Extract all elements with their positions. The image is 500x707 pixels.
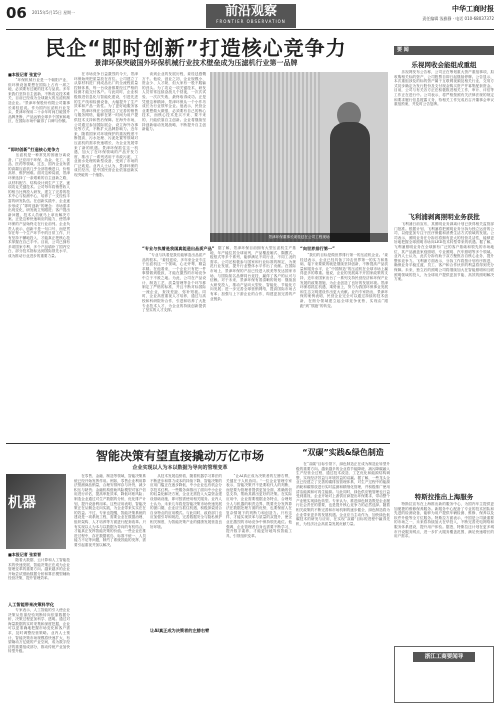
paper-name: 中华工商时报 (452, 5, 494, 13)
sidebar-title-1: 乐视网收会能组成重组 (411, 61, 477, 69)
lead-subhead-3: “向世界排行第一” (300, 246, 335, 251)
robot-word: 机器 (8, 495, 36, 511)
sidebar-box-title: 浙江工商要闻导 (413, 652, 475, 662)
sidebar-ad-box (394, 646, 494, 703)
second-subhead-2: 让AI真正成为决策者的左膀右臂 (150, 628, 210, 633)
second-headline: 智能决策有望直接撬动万亿市场 (95, 449, 264, 463)
sidebar-title-3: 特斯拉推出上海服务 (414, 493, 474, 501)
person-figure (330, 122, 370, 242)
sidebar-body-3: 特斯拉宣布在上海推出新的服务中心，为国内车主提供更加便捷的维修保养服务。新服务中心配备了专业的技术团队和先进的检测设备，能够为用户提供车辆检测、维修、保养以及软件升级等全方位服务。特斯拉方面表示，中国是公司最重要的市场之一，未来将持续加大在华投入，不断完善充电网络和服务体系建设，提升用户体验。据悉，特斯拉还计划在更多城市开设服务网点，进一步扩大服务覆盖范围，满足快速增长的用户需求。 (394, 502, 494, 539)
sidebar-body-1: 乐视网发布公告称，公司正在筹划重大资产重组事项，拟收购相关标的资产，公司股票自即日起继续停牌。公告显示，本次重组涉及的标的资产属于互联网视频及相关行业，交易方式初步确定为发行股份及支付现金购买资产并募集配套资金。目前，公司与有关各方正在积极推进相关工作，审计、评估等工作正在进行中。公司表示，将严格按照有关法律法规的规定和要求履行信息披露义务，待相关工作完成后召开董事会审议重组预案，并及时公告复牌。 (394, 70, 494, 107)
second-body-col2: 在零售、金融、制造等领域，智能决策系统已经开始发挥作用。例如，零售企业利用算法预测商品销量，合理安排库存与补货，减少积压与缺货；金融机构借助风险模型对客户信用进行评估，提高审批效率，降低坏账风险；制造企业通过对生产数据的分析，优化排产计划，提升设备利用率。这些应用表明，智能决策正在从概念走向实践，为企业带来实实在在的效益。不过，专家也提醒，智能决策系统的建设是一项系统工程，需要企业在数据治理、组织架构、人才培养等方面进行配套改革。只有实现以人为本与以数据为导向的有机结合，才能真正发挥智能决策的价值。一些企业在推进过程中，存在数据孤岛、标准不统一、人员能力不足等问题，制约了系统效能的发挥，需要引起重视并加以解决。 (74, 474, 146, 547)
robot-illustration (6, 474, 66, 549)
paper-info (422, 4, 494, 22)
second-body-col4: “让AI真正成为决策者的左膀右臂，关键在于人机协同。”一位企业管理专家表示，智能决策并不是要取代人的判断，而是要为管理者提供更加全面、准确的信息支持，帮助其做出更好的决策。在实际应用中，企业需要根据业务特点，合理划分人与机器的职责边界，既要充分发挥算法在数据处理方面的优势，也要保留人在复杂情境下的判断力和创造力。只有这样，才能实现效率与质量的双提升，使企业在激烈的市场竞争中保持领先地位。他强调，企业管理者自身也需要不断学习，提升数字素养，才能更好地驾驭智能工具，引领组织变革。 (226, 474, 292, 538)
lead-body-col1b: 压滤机是一种常见的固液分离设备，广泛应用于环保、冶金、化工、食品、医药等领域。过去，国内企业所需的高端压滤机几乎全部依赖进口，价格高昂、维护困难。面对这种局面，景津环保选择了一条艰难的自主创新之路，从材料配方、结构设计到生产工艺，逐项攻克关键技术。公司每年将销售收入的相当比例投入研发，建立了完善的技术中心与检测中心，培养了一支经验丰富的研发队伍。在创新实践中，企业逐步形成了“即时创新”的理念：市场需求出现变化，研发就立刻跟进；客户提出新问题，技术人员就马上拿出解决方案。正是这种快速响应的能力，使景津环保的产品始终走在行业前列。企业负责人表示，创新不是一句口号，而是贯穿在每一个生产环节中的日常工作，只有坚持不懈地投入，才能真正把核心技术掌握在自己手中。目前，公司已拥有多项国家专利，多个产品填补了国内空白，部分技术指标达到国际领先水平，成为推动行业进步的重要力量。 (8, 153, 70, 259)
third-body: 在“双碳”目标引领下，绿色制造正在成为制造业转型升级的重要方向。越来越多的企业将节能降耗、减污降碳融入生产经营全过程，通过技术改造、工艺优化和能源结构调整，实现经济效益与环境效益的双赢。据了解，一些龙头企业已经建立了完善的碳排放管理体系，对生产过程中的能源消耗和碳排放进行实时监测和精细化管理，并积极推广使用清洁能源和可再生能源。与此同时，绿色供应链管理也日益受到重视，企业开始对上游供应商提出环保要求，带动整个产业链实现绿色转型。专家认为，推进绿色制造既是企业履行社会责任的需要，也是提升核心竞争力的必然选择。随着相关政策的不断完善和市场机制的逐步健全，绿色制造将为企业带来更多的发展机遇。企业应当主动作为，加快绿色低碳技术的研发与应用，在实现“双碳”目标的进程中赢得先机，为经济社会高质量发展贡献力量。 (296, 462, 390, 526)
lead-body-col2: 在市场竞争日益激烈的今天，景津环保始终把质量放在首位。公司建立了从原材料进厂到成品出厂的全流程质量控制体系，每一台设备都要经过严格的检测才能交付客户。与此同时，企业积极推进信息化与智能化建设，引进先进的生产线和检测设备，大幅提升了生产效率和产品一致性。为了更好地服务客户，景津环保在全国建立了完善的销售与服务网络，能够在第一时间为用户提供技术支持和售后保障。在海外市场，公司通过参加国际展会、设立海外办事处等方式，不断扩大品牌影响力。近年来，随着国家对环境保护的重视程度不断提高，污水处理、污泥处置等领域对压滤机的需求快速增长，为企业发展带来了新的机遇。景津环保抓住这一机遇，加大了在环保领域的产品开发力度，推出了一系列适用于市政污泥、工业废水处理的新型设备，受到了市场的广泛欢迎。业内人士认为，景津环保的成长经历，是中国民营企业依靠创新实现突破的一个缩影。 (74, 72, 138, 178)
section-title: 前沿观察 (224, 4, 277, 19)
second-body-col1b: 专家表示，人工智能的引入使企业决策从依靠经验判断转向依靠数据分析，决策过程更加科学、透明。通过对海量数据的实时采集和深度挖掘，企业可以更准确地把握市场变化和客户需求，及时调整经营策略。业内人士预计，智能决策市场规模将快速扩大，有望撬动万亿级的产业空间，成为数字经济的重要组成部分，推动传统产业加快转型升级。 (8, 608, 70, 654)
lead-body-col3b: “专业与执着是我们能够造出品质产品的根本。”姜桂廷说，多年来企业专注于压滤机这一个领域，心无旁骛，精益求精。在他看来，一个企业只有把一件事情做到极致，才能在激烈的市场竞争中立于不败之地。为此，公司在产品设计、制造工艺、质量管理等各个环节都制定了严格的标准，并且不断对标国际一流企业，查找差距、弥补短板。同时，企业高度重视人才培养，通过与高校和科研院所合作，引进和培养了大批专业技术人才，为企业的持续创新提供了坚实的人才支撑。 (142, 253, 206, 313)
sidebar-column (394, 46, 494, 703)
second-subhead-1: 人工智能带来决策科学化 (8, 602, 55, 607)
masthead (6, 4, 494, 28)
section-banner (206, 4, 296, 28)
page-number: 06 (6, 4, 27, 22)
sidebar-tag: 要 闻 (394, 46, 494, 55)
lead-body-col5: “我们的目标是做世界排行第一的压滤机企业。”姜桂廷表示，企业已经具备了冲击世界第一的实力和基础，接下来要做的就是继续坚持创新，不断提高产品质量和服务水平，让“中国制造”的压滤机在全球市场上赢得更多的尊重。他说，企业的发展离不开国家政策的支持，近年来国家出台了一系列支持民营经济和环保产业发展的政策措施，为企业创造了良好的发展环境。景津环保将抓住机遇，乘势而上，努力为我国环保事业发展和生态文明建设作出更大贡献。业内专家指出，景津环保的案例表明，民营企业完全可以通过持续的技术创新，在细分领域建立起全球竞争优势，实现由“跟跑”到“领跑”的转变。 (300, 253, 388, 308)
second-byline: ■本报记者 张家晋 (8, 552, 42, 557)
issue-date: 2015年5月15日 星期一 (32, 10, 76, 15)
third-headline: “双碳”实践&绿色制造 (302, 448, 384, 457)
editor-line: 责任编辑 浅雅静 · 电话 010-68037372 (422, 16, 494, 21)
section-divider (6, 443, 390, 444)
filter-press-panels (210, 72, 320, 242)
masthead-rule (6, 29, 494, 30)
lead-subhead-2: “专业与执着是我国真能造出品质产品” (142, 246, 215, 251)
second-body-col1a: 随着大数据、云计算和人工智能技术的快速发展，智能决策正在成为企业管理变革的重要方向。越来越多的企业开始尝试借助数据分析和算法模型辅助经营决策，提升管理效率。 (8, 558, 70, 581)
lead-subhead-1: “即时创新”打造核心竞争力 (8, 147, 60, 152)
section-title-en: FRONTIER OBSERVATION (216, 19, 286, 24)
lead-byline: ■本报记者 张宣宁 (8, 72, 42, 77)
second-body-col3: 从技术发展趋势看，随着机器学习算法的不断进步和算力成本的持续下降，智能决策的应用门槛正在逐步降低，中小企业也有机会分享技术红利。一些服务商推出了面向中小企业的轻量化解决方案，企业无需投入大量资金建设基础设施，即可按需使用相关服务。业内人士认为，未来几年将是智能决策市场快速发展的窗口期，企业应当抓住机遇，积极探索适合自身特点的应用模式。与此同时，政府部门也应加强引导和规范，完善数据安全与隐私保护相关制度，为智能决策产业的健康发展营造良好环境。 (150, 474, 222, 529)
lead-body-col1a: “环保机械行业是一个朝阳产业，但环保设备要想在国际上占有一席之地，必须要有过硬的技术与品质。多年来我们坚持自主创新，不断攻克技术难关，目前已经成为全球最大的压滤机制造企业。”景津环保股份有限公司董事长姜桂廷说。作为国内压滤机行业龙头，景津环保用二十余年时间打破国外品牌垄断，产品远销全球多个国家和地区，在国际市场中赢得了口碑与份额。 (8, 78, 70, 124)
lead-body-col3a: 谈到企业的发展历程，姜桂廷感慨万千。他说，创业之初，企业规模小、资金少、人才缺，但大家有一股不服输的劲头。为了攻克一项关键技术，研发人员常常连续奋战几个昼夜，一次次试验、一次次失败，最终取得成功。正是凭借这种精神，景津环保从一个小作坊成长为行业领军企业。他表示，民营企业要想做大做强，必须要有自己的核心技术，而核心技术是买不来、要不来的，只能依靠自主创新。企业将继续坚持创新驱动发展战略，不断提升自主创新能力。 (142, 72, 206, 132)
lead-body-col4: 据了解，景津环保目前拥有大型压滤机生产基地，年产能位居全球前列，产品覆盖厢式、隔膜式、板框式等多个系列，能够满足不同行业、不同工况的需求。公司还积极参与国家和行业标准的制定，为规范行业发展、提升行业整体水平作出了贡献。在国际市场上，景津环保的产品已经进入欧美等发达国家市场，与国际知名品牌同台竞技，赢得了客户的认可与信赖。对于未来，景津环保有着清晰的规划：继续加大研发投入，推动产品向大型化、智能化、节能化方向发展；进一步完善全球营销网络，提高国际市场占有率；加强与上下游企业的合作，构建更加完善的产业链条。 (210, 246, 296, 301)
sidebar-title-2: 飞利浦剥离照明业务获批 (408, 213, 480, 221)
lead-photo (210, 72, 388, 242)
sidebar-body-2: 飞利浦日前宣布，其照明业务剥离计划已获得相关监管部门批准。根据计划，飞利浦将把照明业务分拆为独立运营的公司，以便更加专注于医疗保健和消费生活方式领域的发展。公司表示，照明业务在分拆后将拥有更大的经营灵活性，能够更好地把握全球照明市场向LED技术转型带来的机遇。据了解，飞利浦照明业务在全球拥有广泛的客户基础和领先的市场地位，其产品涵盖家庭照明、专业照明、汽车照明等多个领域。业内人士认为，此次分拆有助于双方聚焦各自核心业务，提升整体竞争力。飞利浦方面表示，分拆工作将按计划有序推进，确保业务平稳过渡，员工、客户和合作伙伴的利益将得到充分保障。未来，独立后的照明公司将继续加大在智能照明和互联照明领域的投入，为全球用户提供更加节能、高效的照明解决方案。 (394, 222, 494, 282)
lead-subheadline: 景津环保突破国外环保机械行业技术壁垒成为压滤机行业第一品牌 (94, 59, 298, 67)
lead-headline: 民企“即时创新”打造核心竞争力 (45, 36, 347, 60)
second-subheadline: 企业实现以人为本以数据为导向的管理变革 (132, 465, 228, 471)
photo-caption: 景津环保董事长姜桂廷在公司工程现场 (210, 233, 388, 242)
